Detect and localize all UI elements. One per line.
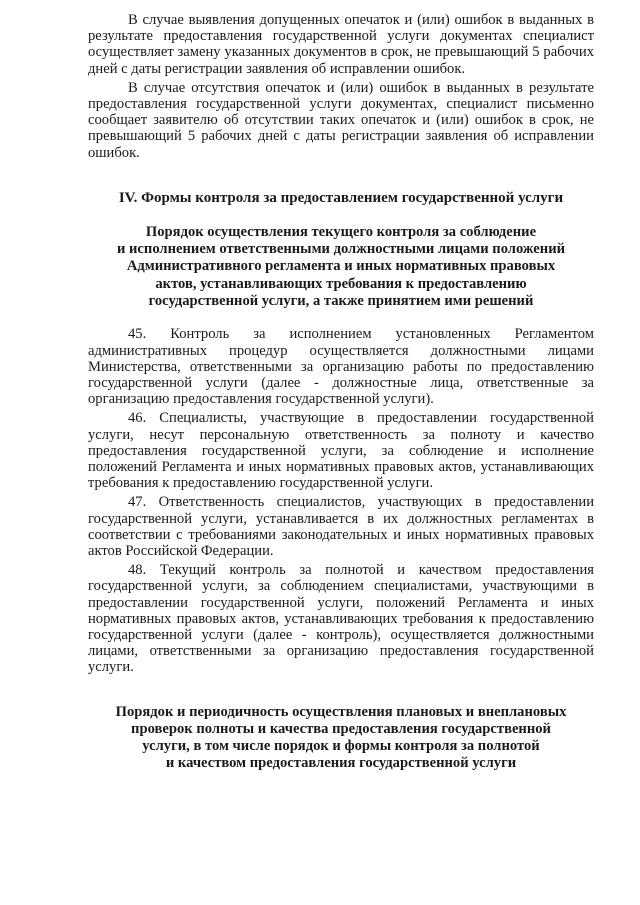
subsection-title-line: и качеством предоставления государственной услуги [165,755,517,772]
section-title: IV. Формы контроля за предоставлением государственной услуги [118,189,564,206]
subsection-title-line: актов, устанавливающих требования к предоставлению [155,275,527,292]
paragraph-48: 48. Текущий контроль за полнотой и качеством предоставления государственной услуги, за соблюдением специалистами, участвующими в предоставлении государственной услуги, положений Регламента и иных нормативных правовых актов, устанавливающих требования к предоставлению государственной услуги (далее - контроль), осуществляется должностными лицами, ответственными за организацию предоставления государственной услуги. [88,562,594,676]
subsection-title-line: и исполнением ответственными должностными лицами положений [116,241,566,258]
subsection-title-line: Административного регламента и иных нормативных правовых [126,258,556,275]
subsection-title-inspections [88,704,594,773]
subsection-title-line: государственной услуги, а также принятием ими решений [148,293,534,310]
document-page [88,10,594,773]
paragraph-46: 46. Специалисты, участвующие в предоставлении государственной услуги, несут персональную ответственность за полноту и качество предоставления государственной услуги, за соблюдение и исполнение положений Регламента и иных нормативных правовых актов, устанавливающих требования к предоставлению государственной услуги. [88,410,594,492]
subsection-title-line: Порядок осуществления текущего контроля за соблюдение [145,223,537,240]
subsection-title-line: проверок полноты и качества предоставления государственной [131,720,551,737]
paragraph-45: 45. Контроль за исполнением установленных Регламентом административных процедур осуществляется должностными лицами Министерства, ответственными за организацию работы по предоставлению государственной услуги (далее - должностные лица, ответственные за организацию предоставления государственной услуги). [88,326,594,408]
paragraph-47: 47. Ответственность специалистов, участвующих в предоставлении государственной услуги, устанавливается в их должностных регламентах в соответствии с требованиями законодательных и иных нормативных правовых актов Российской Федерации. [88,494,594,559]
subsection-title-line: Порядок и периодичность осуществления плановых и внеплановых [115,703,567,720]
subsection-title-line: услуги, в том числе порядок и формы контроля за полнотой [142,738,540,755]
paragraph-no-typos: В случае отсутствия опечаток и (или) ошибок в выданных в результате предоставления государственной услуги документах, специалист письменно сообщает заявителю об отсутствии таких опечаток и (или) ошибок в срок, не превышающий 5 рабочих дней с даты регистрации заявления об исправлении ошибок. [88,79,594,161]
paragraph-typo-correction: В случае выявления допущенных опечаток и (или) ошибок в выданных в результате предоставления государственной услуги документах специалист осуществляет замену указанных документов в срок, не превышающий 5 рабочих дней с даты регистрации заявления об исправлении ошибок. [88,12,594,77]
subsection-title-current-control [88,224,594,310]
